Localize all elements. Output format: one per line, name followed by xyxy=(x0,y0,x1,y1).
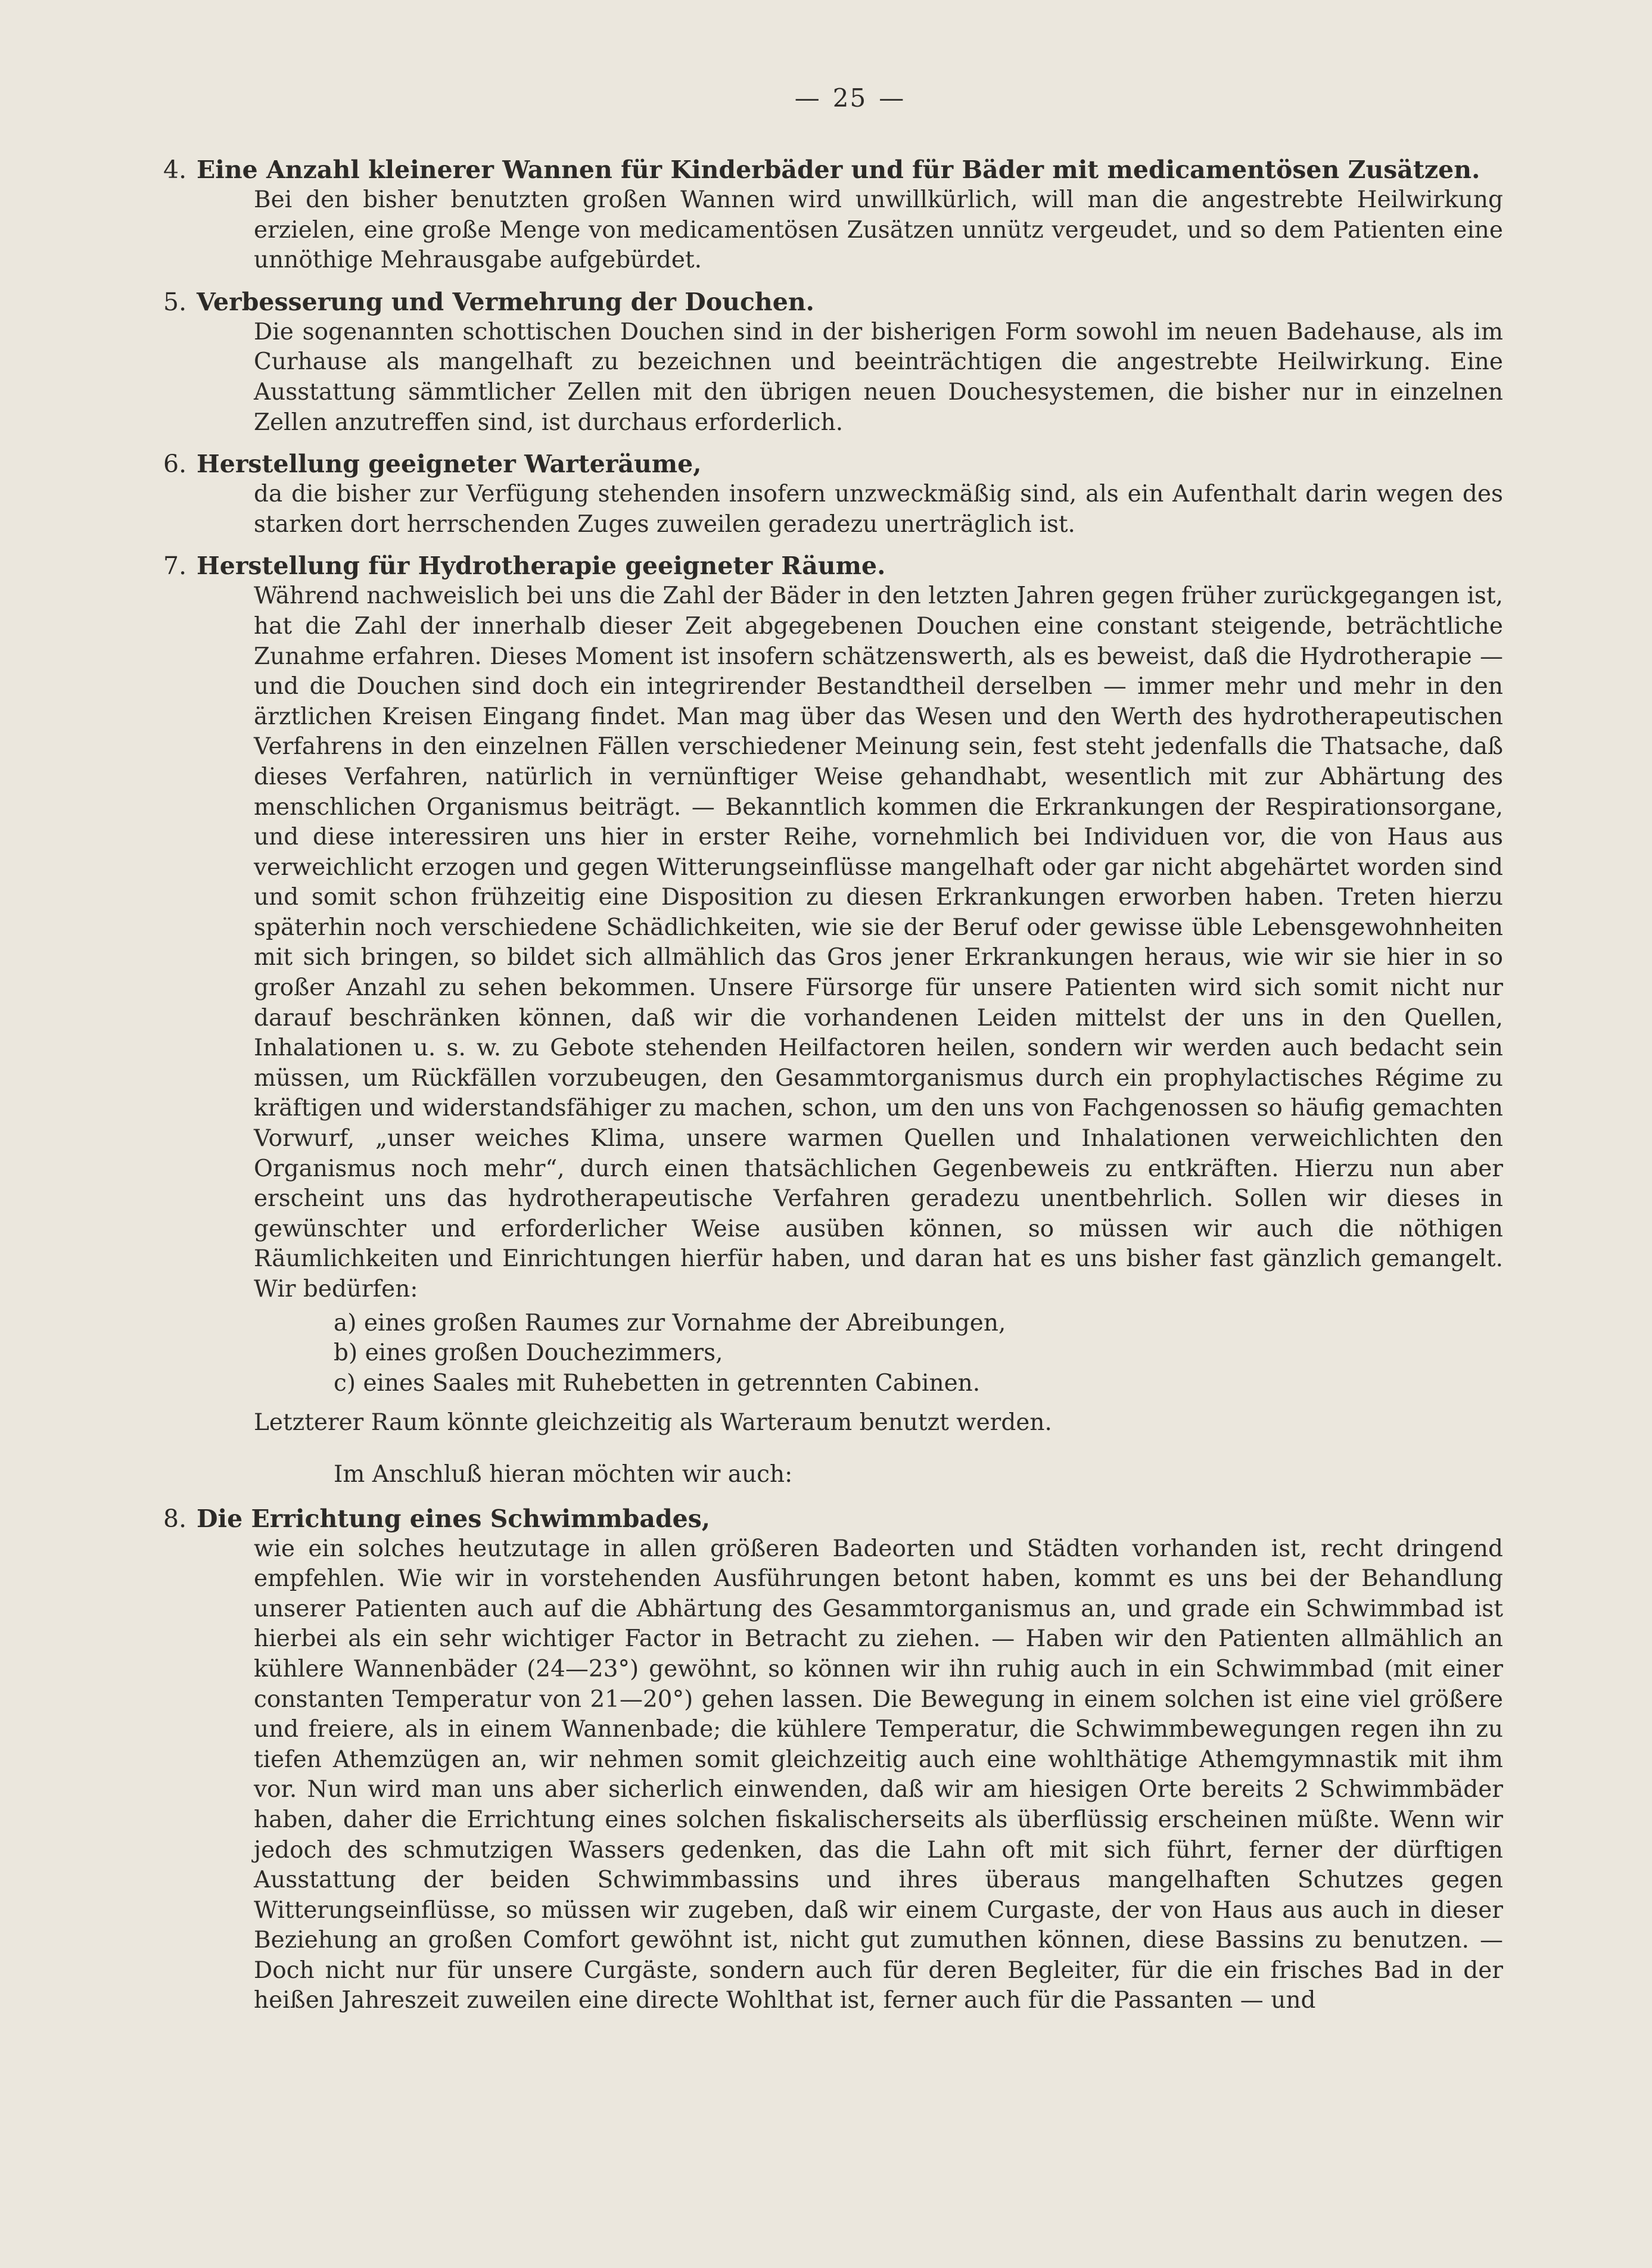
requirements-list xyxy=(334,1309,1503,1399)
section-7 xyxy=(163,550,1504,1438)
list-item: a) eines großen Raumes zur Vornahme der Abreibungen, xyxy=(334,1309,1006,1336)
section-title: Herstellung für Hydrotherapie geeigneter Räume. xyxy=(197,552,886,581)
transition-sentence: Im Anschluß hieran möchten wir auch: xyxy=(334,1460,793,1488)
section-body: Die sogenannten schottischen Douchen sind in der bisherigen Form sowohl im neuen Badehause, als im Curhause als mangelhaft zu bezeichnen und beeinträchtigen die angestrebte Heilwirkung. Eine Ausstattung sämmtlicher Zellen mit den übrigen neuen Douchesystemen, die bisher nur in einzelnen Zellen anzutreffen sind, ist durchaus erforderlich. xyxy=(254,318,1503,436)
page-number-value: 25 xyxy=(832,83,867,113)
dash-left: — xyxy=(794,83,821,113)
section-number: 8. xyxy=(163,1504,187,1533)
section-heading xyxy=(163,1503,1503,1534)
section-heading xyxy=(163,286,1503,317)
dash-right: — xyxy=(879,83,906,113)
section-number: 4. xyxy=(163,155,187,184)
section-number: 5. xyxy=(163,287,187,316)
section-title: Herstellung geeigneter Warteräume, xyxy=(197,450,702,479)
section-note: Letzterer Raum könnte gleichzeitig als Warteraum benutzt werden. xyxy=(254,1409,1052,1437)
section-6 xyxy=(163,448,1503,540)
section-heading xyxy=(163,154,1503,185)
list-item: b) eines großen Douchezimmers, xyxy=(334,1339,723,1367)
section-5 xyxy=(163,286,1503,438)
section-number: 7. xyxy=(163,552,187,581)
list-item: c) eines Saales mit Ruhebetten in getrennten Cabinen. xyxy=(334,1369,981,1397)
section-body: wie ein solches heutzutage in allen größeren Badeorten und Städten vorhanden ist, recht dringend empfehlen. Wie wir in vorstehenden Ausführungen betont haben, kommt es uns bei der Behandlung unserer Patienten auch auf die Abhärtung des Gesammtorganismus an, und grade ein Schwimmbad ist hierbei als ein sehr wichtiger Factor in Betracht zu ziehen. — Haben wir den Patienten allmählich an kühlere Wannenbäder (24—23°) gewöhnt, so können wir ihn ruhig auch in ein Schwimmbad (mit einer constanten Temperatur von 21—20°) gehen lassen. Die Bewegung in einem solchen ist eine viel größere und freiere, als in einem Wannenbade; die kühlere Temperatur, die Schwimmbewegungen regen ihn zu tiefen Athemzügen an, wir nehmen somit gleichzeitig auch eine wohlthätige Athemgymnastik mit ihm vor. Nun wird man uns aber sicherlich einwenden, daß wir am hiesigen Orte bereits 2 Schwimmbäder haben, daher die Errichtung eines solchen fiskalischerseits als überflüssig erscheinen müßte. Wenn wir jedoch des schmutzigen Wassers gedenken, das die Lahn oft mit sich führt, ferner der dürftigen Ausstattung der beiden Schwimmbassins und ihres überaus mangelhaften Schutzes gegen Witterungseinflüsse, so müssen wir zugeben, daß wir einem Curgaste, der von Haus aus auch in dieser Beziehung an großen Comfort gewöhnt ist, nicht gut zumuthen können, diese Bassins zu benutzen. — Doch nicht nur für unsere Curgäste, sondern auch für deren Begleiter, für die ein frisches Bad in der heißen Jahreszeit zuweilen eine directe Wohlthat ist, ferner auch für die Passanten — und xyxy=(254,1535,1503,2014)
section-heading xyxy=(163,448,1503,479)
section-title: Eine Anzahl kleinerer Wannen für Kinderbäder und für Bäder mit medicamentösen Zusätzen. xyxy=(197,155,1480,184)
section-body: Bei den bisher benutzten großen Wannen wird unwillkürlich, will man die angestrebte Heilwirkung erzielen, eine große Menge von medicamentösen Zusätzen unnütz vergeudet, und so dem Patienten eine unnöthige Mehrausgabe aufgebürdet. xyxy=(254,186,1503,274)
section-body: da die bisher zur Verfügung stehenden insofern unzweckmäßig sind, als ein Aufenthalt darin wegen des starken dort herrschenden Zuges zuweilen geradezu unerträglich ist. xyxy=(254,481,1503,538)
section-number: 6. xyxy=(163,450,187,479)
section-body: Während nachweislich bei uns die Zahl der Bäder in den letzten Jahren gegen früher zurückgegangen ist, hat die Zahl der innerhalb dieser Zeit abgegebenen Douchen eine constant steigende, beträchtliche Zunahme erfahren. Dieses Moment ist insofern schätzenswerth, als es beweist, daß die Hydrotherapie — und die Douchen sind doch ein integrirender Bestandtheil derselben — immer mehr und mehr in den ärztlichen Kreisen Eingang findet. Man mag über das Wesen und den Werth des hydrotherapeutischen Verfahrens in den einzelnen Fällen verschiedener Meinung sein, fest steht jedenfalls die Thatsache, daß dieses Verfahren, natürlich in vernünftiger Weise gehandhabt, wesentlich mit zur Abhärtung des menschlichen Organismus beiträgt. — Bekanntlich kommen die Erkrankungen der Respirationsorgane, und diese interessiren uns hier in erster Reihe, vornehmlich bei Individuen vor, die von Haus aus verweichlicht erzogen und gegen Witterungseinflüsse mangelhaft oder gar nicht abgehärtet worden sind und somit schon frühzeitig eine Disposition zu diesen Erkrankungen erworben haben. Treten hierzu späterhin noch verschiedene Schädlichkeiten, wie sie der Beruf oder gewisse üble Lebensgewohnheiten mit sich bringen, so bildet sich allmählich das Gros jener Erkrankungen heraus, wie wir sie hier in so großer Anzahl zu sehen bekommen. Unsere Fürsorge für unsere Patienten wird sich somit nicht nur darauf beschränken können, daß wir die vorhandenen Leiden mittelst der uns in den Quellen, Inhalationen u. s. w. zu Gebote stehenden Heilfactoren heilen, sondern wir werden auch bedacht sein müssen, um Rückfällen vorzubeugen, den Gesammtorganismus durch ein prophylactisches Régime zu kräftigen und widerstandsfähiger zu machen, schon, um den uns von Fachgenossen so häufig gemachten Vorwurf, „unser weiches Klima, unsere warmen Quellen und Inhalationen verweichlichten den Organismus noch mehr“, durch einen thatsächlichen Gegenbeweis zu entkräften. Hierzu nun aber erscheint uns das hydrotherapeutische Verfahren geradezu unentbehrlich. Sollen wir dieses in gewünschter und erforderlicher Weise ausüben können, so müssen wir auch die nöthigen Räumlichkeiten und Einrichtungen hierfür haben, und daran hat es uns bisher fast gänzlich gemangelt. Wir bedürfen: xyxy=(254,582,1504,1303)
section-title: Die Errichtung eines Schwimmbades, xyxy=(197,1504,711,1533)
section-4 xyxy=(163,154,1503,276)
page-number xyxy=(197,83,1503,113)
section-8 xyxy=(163,1503,1503,2017)
section-heading xyxy=(163,550,1503,581)
section-title: Verbesserung und Vermehrung der Douchen. xyxy=(197,287,814,316)
